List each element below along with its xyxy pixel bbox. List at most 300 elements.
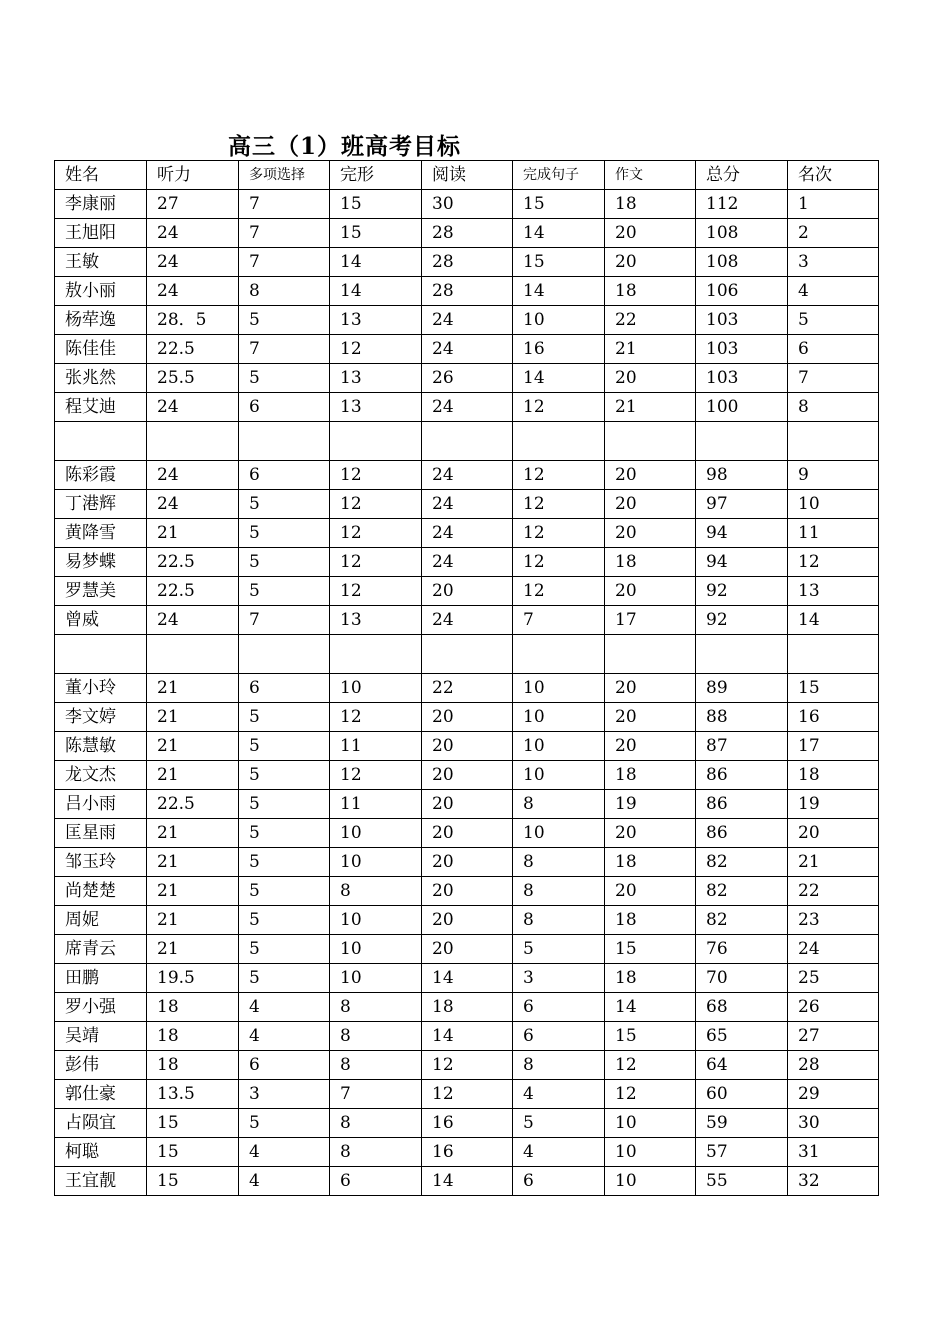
table-row bbox=[55, 1138, 879, 1167]
cell-writing: 20 bbox=[605, 819, 696, 848]
table-row bbox=[55, 219, 879, 248]
cell-multiple-choice: 5 bbox=[239, 1109, 330, 1138]
cell-writing: 20 bbox=[605, 219, 696, 248]
cell-sentence-completion: 6 bbox=[513, 993, 605, 1022]
cell-multiple-choice: 5 bbox=[239, 577, 330, 606]
cell-listening: 21 bbox=[147, 761, 239, 790]
cell-total: 82 bbox=[696, 877, 788, 906]
cell-cloze: 8 bbox=[330, 1022, 422, 1051]
table-row bbox=[55, 190, 879, 219]
table-row bbox=[55, 461, 879, 490]
cell-sentence-completion: 12 bbox=[513, 490, 605, 519]
cell-cloze: 13 bbox=[330, 306, 422, 335]
cell-rank: 31 bbox=[788, 1138, 879, 1167]
cell-listening: 21 bbox=[147, 819, 239, 848]
spacer-row bbox=[55, 635, 879, 674]
cell-total: 86 bbox=[696, 790, 788, 819]
cell-name: 陈慧敏 bbox=[55, 732, 147, 761]
cell-listening: 21 bbox=[147, 848, 239, 877]
cell-reading: 20 bbox=[422, 906, 513, 935]
table-row bbox=[55, 906, 879, 935]
cell-total: 100 bbox=[696, 393, 788, 422]
cell-rank: 22 bbox=[788, 877, 879, 906]
cell-cloze: 8 bbox=[330, 877, 422, 906]
cell-name: 郭仕豪 bbox=[55, 1080, 147, 1109]
cell-sentence-completion: 10 bbox=[513, 732, 605, 761]
cell-rank: 13 bbox=[788, 577, 879, 606]
cell-reading: 20 bbox=[422, 732, 513, 761]
cell-cloze: 10 bbox=[330, 906, 422, 935]
cell-writing: 20 bbox=[605, 364, 696, 393]
cell-multiple-choice: 7 bbox=[239, 248, 330, 277]
cell-listening: 21 bbox=[147, 674, 239, 703]
cell-name: 敖小丽 bbox=[55, 277, 147, 306]
cell-cloze: 12 bbox=[330, 519, 422, 548]
cell-reading: 14 bbox=[422, 1022, 513, 1051]
cell-listening: 24 bbox=[147, 461, 239, 490]
table-row bbox=[55, 790, 879, 819]
cell-rank bbox=[788, 422, 879, 461]
cell-writing: 20 bbox=[605, 490, 696, 519]
cell-reading: 14 bbox=[422, 964, 513, 993]
cell-total: 103 bbox=[696, 306, 788, 335]
cell-rank: 29 bbox=[788, 1080, 879, 1109]
cell-reading: 20 bbox=[422, 703, 513, 732]
cell-cloze: 6 bbox=[330, 1167, 422, 1196]
cell-listening: 22.5 bbox=[147, 335, 239, 364]
header-cell-sentence-completion: 完成句子 bbox=[513, 161, 605, 190]
cell-sentence-completion: 8 bbox=[513, 906, 605, 935]
cell-cloze: 12 bbox=[330, 490, 422, 519]
table-row bbox=[55, 1051, 879, 1080]
cell-cloze: 10 bbox=[330, 848, 422, 877]
cell-cloze: 7 bbox=[330, 1080, 422, 1109]
cell-multiple-choice: 6 bbox=[239, 674, 330, 703]
cell-multiple-choice: 7 bbox=[239, 190, 330, 219]
cell-sentence-completion: 10 bbox=[513, 761, 605, 790]
header-row bbox=[55, 161, 879, 190]
cell-total: 87 bbox=[696, 732, 788, 761]
cell-rank: 7 bbox=[788, 364, 879, 393]
cell-rank: 10 bbox=[788, 490, 879, 519]
cell-sentence-completion: 4 bbox=[513, 1138, 605, 1167]
cell-writing: 18 bbox=[605, 277, 696, 306]
cell-cloze: 12 bbox=[330, 461, 422, 490]
cell-writing: 18 bbox=[605, 906, 696, 935]
cell-multiple-choice: 5 bbox=[239, 364, 330, 393]
table-row bbox=[55, 577, 879, 606]
cell-name: 彭伟 bbox=[55, 1051, 147, 1080]
table-row bbox=[55, 1167, 879, 1196]
cell-total: 103 bbox=[696, 335, 788, 364]
header-cell-cloze: 完形 bbox=[330, 161, 422, 190]
cell-total: 82 bbox=[696, 848, 788, 877]
cell-rank: 12 bbox=[788, 548, 879, 577]
cell-name bbox=[55, 422, 147, 461]
table-row bbox=[55, 935, 879, 964]
cell-cloze: 10 bbox=[330, 819, 422, 848]
cell-cloze bbox=[330, 635, 422, 674]
cell-rank: 19 bbox=[788, 790, 879, 819]
cell-writing: 12 bbox=[605, 1051, 696, 1080]
cell-cloze: 13 bbox=[330, 393, 422, 422]
cell-listening: 24 bbox=[147, 393, 239, 422]
cell-multiple-choice: 6 bbox=[239, 1051, 330, 1080]
cell-listening: 24 bbox=[147, 219, 239, 248]
cell-writing: 18 bbox=[605, 761, 696, 790]
cell-rank: 3 bbox=[788, 248, 879, 277]
cell-writing: 15 bbox=[605, 935, 696, 964]
cell-writing bbox=[605, 422, 696, 461]
cell-writing: 14 bbox=[605, 993, 696, 1022]
cell-cloze: 10 bbox=[330, 964, 422, 993]
cell-name: 吴靖 bbox=[55, 1022, 147, 1051]
cell-writing: 20 bbox=[605, 248, 696, 277]
cell-rank: 30 bbox=[788, 1109, 879, 1138]
cell-multiple-choice: 6 bbox=[239, 393, 330, 422]
cell-reading: 30 bbox=[422, 190, 513, 219]
cell-reading bbox=[422, 422, 513, 461]
cell-rank: 18 bbox=[788, 761, 879, 790]
cell-sentence-completion: 5 bbox=[513, 1109, 605, 1138]
cell-rank: 8 bbox=[788, 393, 879, 422]
cell-total: 112 bbox=[696, 190, 788, 219]
cell-rank: 4 bbox=[788, 277, 879, 306]
cell-cloze: 13 bbox=[330, 364, 422, 393]
cell-total: 76 bbox=[696, 935, 788, 964]
cell-total: 97 bbox=[696, 490, 788, 519]
cell-total: 94 bbox=[696, 548, 788, 577]
cell-reading: 14 bbox=[422, 1167, 513, 1196]
cell-cloze: 14 bbox=[330, 248, 422, 277]
cell-writing: 19 bbox=[605, 790, 696, 819]
cell-listening: 24 bbox=[147, 248, 239, 277]
cell-name: 易梦蝶 bbox=[55, 548, 147, 577]
cell-reading: 24 bbox=[422, 461, 513, 490]
cell-name: 张兆然 bbox=[55, 364, 147, 393]
cell-rank: 14 bbox=[788, 606, 879, 635]
cell-cloze: 10 bbox=[330, 674, 422, 703]
cell-rank: 23 bbox=[788, 906, 879, 935]
cell-name: 陈彩霞 bbox=[55, 461, 147, 490]
cell-reading: 24 bbox=[422, 490, 513, 519]
cell-rank: 6 bbox=[788, 335, 879, 364]
cell-rank: 27 bbox=[788, 1022, 879, 1051]
cell-listening: 21 bbox=[147, 906, 239, 935]
cell-reading: 24 bbox=[422, 519, 513, 548]
cell-multiple-choice: 5 bbox=[239, 790, 330, 819]
cell-total: 94 bbox=[696, 519, 788, 548]
cell-writing: 15 bbox=[605, 1022, 696, 1051]
table-row bbox=[55, 703, 879, 732]
cell-rank: 1 bbox=[788, 190, 879, 219]
cell-listening: 18 bbox=[147, 1022, 239, 1051]
cell-listening bbox=[147, 422, 239, 461]
header-cell-multiple-choice: 多项选择 bbox=[239, 161, 330, 190]
cell-sentence-completion: 7 bbox=[513, 606, 605, 635]
cell-name: 李文婷 bbox=[55, 703, 147, 732]
cell-cloze: 12 bbox=[330, 335, 422, 364]
score-table bbox=[54, 160, 879, 1196]
cell-listening: 18 bbox=[147, 993, 239, 1022]
cell-name: 黄降雪 bbox=[55, 519, 147, 548]
cell-multiple-choice: 5 bbox=[239, 732, 330, 761]
cell-sentence-completion: 15 bbox=[513, 248, 605, 277]
cell-multiple-choice: 8 bbox=[239, 277, 330, 306]
cell-multiple-choice: 7 bbox=[239, 335, 330, 364]
cell-total: 86 bbox=[696, 819, 788, 848]
cell-total: 98 bbox=[696, 461, 788, 490]
cell-rank: 21 bbox=[788, 848, 879, 877]
cell-total: 103 bbox=[696, 364, 788, 393]
cell-name: 罗慧美 bbox=[55, 577, 147, 606]
cell-name: 尚楚楚 bbox=[55, 877, 147, 906]
cell-listening: 21 bbox=[147, 703, 239, 732]
cell-name: 匡星雨 bbox=[55, 819, 147, 848]
cell-rank: 11 bbox=[788, 519, 879, 548]
cell-listening bbox=[147, 635, 239, 674]
cell-reading: 20 bbox=[422, 848, 513, 877]
cell-writing: 10 bbox=[605, 1167, 696, 1196]
cell-total: 92 bbox=[696, 577, 788, 606]
table-row bbox=[55, 364, 879, 393]
cell-listening: 21 bbox=[147, 519, 239, 548]
cell-rank: 32 bbox=[788, 1167, 879, 1196]
cell-reading: 24 bbox=[422, 393, 513, 422]
cell-sentence-completion: 10 bbox=[513, 703, 605, 732]
cell-rank: 24 bbox=[788, 935, 879, 964]
cell-writing: 18 bbox=[605, 848, 696, 877]
cell-rank: 16 bbox=[788, 703, 879, 732]
header-cell-name: 姓名 bbox=[55, 161, 147, 190]
cell-reading: 12 bbox=[422, 1080, 513, 1109]
cell-rank: 28 bbox=[788, 1051, 879, 1080]
table-row bbox=[55, 993, 879, 1022]
cell-rank bbox=[788, 635, 879, 674]
cell-sentence-completion: 14 bbox=[513, 364, 605, 393]
table-row bbox=[55, 1109, 879, 1138]
cell-multiple-choice: 5 bbox=[239, 964, 330, 993]
table-row bbox=[55, 732, 879, 761]
cell-sentence-completion: 16 bbox=[513, 335, 605, 364]
cell-listening: 22.5 bbox=[147, 577, 239, 606]
cell-listening: 22.5 bbox=[147, 548, 239, 577]
cell-name: 王旭阳 bbox=[55, 219, 147, 248]
cell-cloze: 10 bbox=[330, 935, 422, 964]
cell-sentence-completion: 3 bbox=[513, 964, 605, 993]
cell-cloze: 8 bbox=[330, 1109, 422, 1138]
cell-rank: 2 bbox=[788, 219, 879, 248]
cell-rank: 25 bbox=[788, 964, 879, 993]
cell-cloze: 14 bbox=[330, 277, 422, 306]
cell-sentence-completion: 8 bbox=[513, 790, 605, 819]
table-row bbox=[55, 606, 879, 635]
cell-name: 程艾迪 bbox=[55, 393, 147, 422]
cell-rank: 17 bbox=[788, 732, 879, 761]
cell-listening: 24 bbox=[147, 277, 239, 306]
cell-writing: 10 bbox=[605, 1109, 696, 1138]
cell-listening: 24 bbox=[147, 606, 239, 635]
cell-reading: 12 bbox=[422, 1051, 513, 1080]
cell-reading: 28 bbox=[422, 219, 513, 248]
cell-multiple-choice bbox=[239, 635, 330, 674]
cell-name: 杨荦逸 bbox=[55, 306, 147, 335]
cell-writing: 20 bbox=[605, 703, 696, 732]
cell-multiple-choice: 6 bbox=[239, 461, 330, 490]
cell-cloze bbox=[330, 422, 422, 461]
cell-rank: 15 bbox=[788, 674, 879, 703]
cell-name: 席青云 bbox=[55, 935, 147, 964]
cell-multiple-choice: 4 bbox=[239, 1138, 330, 1167]
cell-total: 108 bbox=[696, 248, 788, 277]
cell-multiple-choice: 4 bbox=[239, 1022, 330, 1051]
cell-writing: 20 bbox=[605, 577, 696, 606]
cell-cloze: 15 bbox=[330, 190, 422, 219]
cell-total: 106 bbox=[696, 277, 788, 306]
cell-reading: 16 bbox=[422, 1109, 513, 1138]
cell-sentence-completion: 10 bbox=[513, 819, 605, 848]
cell-reading: 24 bbox=[422, 335, 513, 364]
cell-multiple-choice bbox=[239, 422, 330, 461]
cell-writing: 20 bbox=[605, 877, 696, 906]
cell-cloze: 8 bbox=[330, 1138, 422, 1167]
spacer-row bbox=[55, 422, 879, 461]
cell-listening: 13.5 bbox=[147, 1080, 239, 1109]
cell-reading: 20 bbox=[422, 761, 513, 790]
cell-writing: 20 bbox=[605, 461, 696, 490]
cell-sentence-completion: 14 bbox=[513, 219, 605, 248]
cell-listening: 27 bbox=[147, 190, 239, 219]
cell-name: 罗小强 bbox=[55, 993, 147, 1022]
table-row bbox=[55, 761, 879, 790]
cell-writing: 17 bbox=[605, 606, 696, 635]
cell-writing: 21 bbox=[605, 335, 696, 364]
table-row bbox=[55, 877, 879, 906]
cell-reading: 22 bbox=[422, 674, 513, 703]
cell-total: 60 bbox=[696, 1080, 788, 1109]
cell-sentence-completion: 5 bbox=[513, 935, 605, 964]
cell-multiple-choice: 5 bbox=[239, 906, 330, 935]
cell-listening: 21 bbox=[147, 732, 239, 761]
cell-reading: 20 bbox=[422, 577, 513, 606]
cell-writing: 22 bbox=[605, 306, 696, 335]
cell-writing: 20 bbox=[605, 674, 696, 703]
cell-multiple-choice: 4 bbox=[239, 993, 330, 1022]
cell-sentence-completion: 12 bbox=[513, 393, 605, 422]
cell-multiple-choice: 5 bbox=[239, 306, 330, 335]
cell-total: 92 bbox=[696, 606, 788, 635]
cell-rank: 5 bbox=[788, 306, 879, 335]
table-row bbox=[55, 519, 879, 548]
cell-total: 82 bbox=[696, 906, 788, 935]
cell-sentence-completion bbox=[513, 635, 605, 674]
cell-multiple-choice: 5 bbox=[239, 935, 330, 964]
cell-sentence-completion bbox=[513, 422, 605, 461]
cell-writing: 20 bbox=[605, 732, 696, 761]
cell-listening: 15 bbox=[147, 1167, 239, 1196]
cell-cloze: 8 bbox=[330, 993, 422, 1022]
cell-multiple-choice: 4 bbox=[239, 1167, 330, 1196]
cell-reading: 24 bbox=[422, 548, 513, 577]
cell-name: 柯聪 bbox=[55, 1138, 147, 1167]
table-body bbox=[55, 190, 879, 1196]
cell-multiple-choice: 7 bbox=[239, 219, 330, 248]
cell-sentence-completion: 8 bbox=[513, 877, 605, 906]
cell-name: 田鹏 bbox=[55, 964, 147, 993]
cell-name bbox=[55, 635, 147, 674]
table-row bbox=[55, 393, 879, 422]
cell-multiple-choice: 5 bbox=[239, 761, 330, 790]
cell-name: 王宜靓 bbox=[55, 1167, 147, 1196]
cell-name: 占陨宜 bbox=[55, 1109, 147, 1138]
cell-listening: 25.5 bbox=[147, 364, 239, 393]
header-cell-listening: 听力 bbox=[147, 161, 239, 190]
cell-multiple-choice: 5 bbox=[239, 819, 330, 848]
cell-sentence-completion: 14 bbox=[513, 277, 605, 306]
cell-multiple-choice: 7 bbox=[239, 606, 330, 635]
cell-total: 89 bbox=[696, 674, 788, 703]
cell-cloze: 13 bbox=[330, 606, 422, 635]
cell-listening: 28．5 bbox=[147, 306, 239, 335]
cell-writing: 21 bbox=[605, 393, 696, 422]
cell-reading: 20 bbox=[422, 935, 513, 964]
cell-listening: 18 bbox=[147, 1051, 239, 1080]
table-row bbox=[55, 674, 879, 703]
cell-total bbox=[696, 422, 788, 461]
cell-total: 59 bbox=[696, 1109, 788, 1138]
table-row bbox=[55, 306, 879, 335]
header-cell-reading: 阅读 bbox=[422, 161, 513, 190]
cell-multiple-choice: 3 bbox=[239, 1080, 330, 1109]
cell-sentence-completion: 4 bbox=[513, 1080, 605, 1109]
cell-total: 65 bbox=[696, 1022, 788, 1051]
cell-writing: 12 bbox=[605, 1080, 696, 1109]
table-row bbox=[55, 1022, 879, 1051]
table-row bbox=[55, 848, 879, 877]
cell-total: 70 bbox=[696, 964, 788, 993]
table-row bbox=[55, 490, 879, 519]
cell-listening: 22.5 bbox=[147, 790, 239, 819]
cell-reading bbox=[422, 635, 513, 674]
cell-name: 曾威 bbox=[55, 606, 147, 635]
cell-sentence-completion: 15 bbox=[513, 190, 605, 219]
header-cell-writing: 作文 bbox=[605, 161, 696, 190]
cell-reading: 26 bbox=[422, 364, 513, 393]
cell-listening: 19.5 bbox=[147, 964, 239, 993]
cell-reading: 28 bbox=[422, 248, 513, 277]
cell-total bbox=[696, 635, 788, 674]
cell-total: 88 bbox=[696, 703, 788, 732]
cell-name: 龙文杰 bbox=[55, 761, 147, 790]
cell-reading: 16 bbox=[422, 1138, 513, 1167]
cell-reading: 24 bbox=[422, 606, 513, 635]
cell-sentence-completion: 6 bbox=[513, 1022, 605, 1051]
cell-cloze: 12 bbox=[330, 703, 422, 732]
cell-name: 丁港辉 bbox=[55, 490, 147, 519]
cell-cloze: 8 bbox=[330, 1051, 422, 1080]
cell-listening: 24 bbox=[147, 490, 239, 519]
cell-writing: 20 bbox=[605, 519, 696, 548]
cell-reading: 28 bbox=[422, 277, 513, 306]
cell-total: 55 bbox=[696, 1167, 788, 1196]
cell-listening: 15 bbox=[147, 1109, 239, 1138]
cell-total: 108 bbox=[696, 219, 788, 248]
cell-multiple-choice: 5 bbox=[239, 519, 330, 548]
cell-sentence-completion: 8 bbox=[513, 848, 605, 877]
table-row bbox=[55, 819, 879, 848]
cell-reading: 20 bbox=[422, 790, 513, 819]
cell-total: 68 bbox=[696, 993, 788, 1022]
